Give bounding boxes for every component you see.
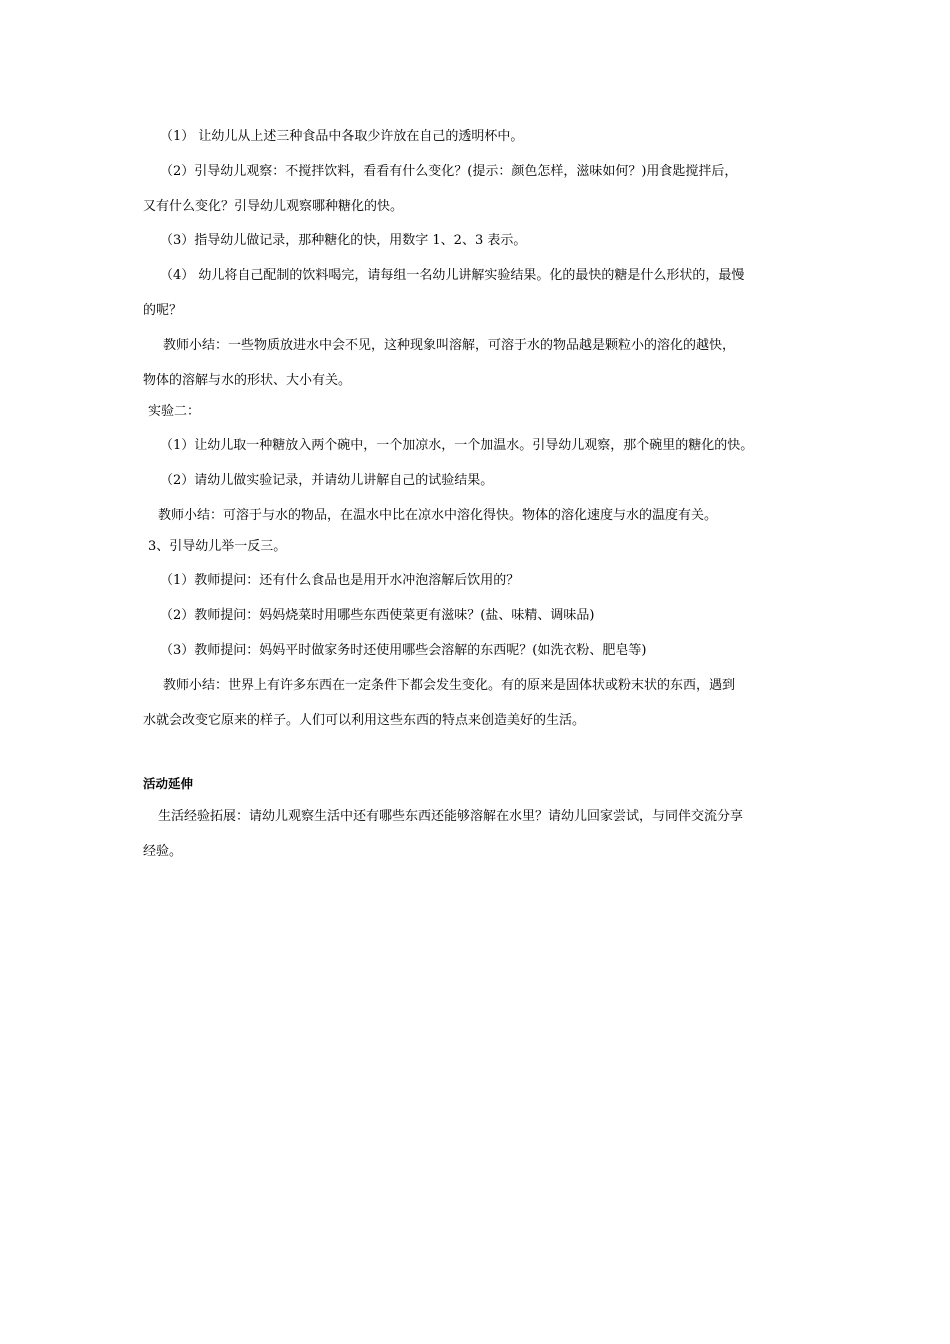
- section3-summary-line2: 水就会改变它原来的样子。人们可以利用这些东西的特点来创造美好的生活。: [143, 713, 586, 728]
- section3-summary-line1: 教师小结：世界上有许多东西在一定条件下都会发生变化。有的原来是固体状或粉末状的东西，遇到: [163, 678, 736, 693]
- exp1-step3: （3）指导幼儿做记录，那种糖化的快，用数字 1、2、3 表示。: [160, 233, 527, 248]
- section3-q2: （2）教师提问：妈妈烧菜时用哪些东西使菜更有滋味？(盐、味精、调味品): [160, 608, 595, 623]
- extension-text-line2: 经验。: [143, 844, 183, 859]
- exp1-summary-line2: 物体的溶解与水的形状、大小有关。: [143, 373, 352, 388]
- exp2-step2: （2）请幼儿做实验记录，并请幼儿讲解自己的试验结果。: [160, 473, 494, 488]
- exp2-heading: 实验二：: [148, 404, 201, 419]
- exp1-step2-line2: 又有什么变化？引导幼儿观察哪种糖化的快。: [143, 199, 404, 214]
- extension-heading: 活动延伸: [143, 776, 194, 791]
- exp1-step4-line2: 的呢？: [143, 303, 183, 318]
- section3-q3: （3）教师提问：妈妈平时做家务时还使用哪些会溶解的东西呢？(如洗衣粉、肥皂等): [160, 643, 647, 658]
- exp1-summary-line1: 教师小结：一些物质放进水中会不见，这种现象叫溶解，可溶于水的物品越是颗粒小的溶化的越快，: [163, 338, 736, 353]
- exp2-summary: 教师小结：可溶于与水的物品，在温水中比在凉水中溶化得快。物体的溶化速度与水的温度有关。: [158, 508, 718, 523]
- exp1-step4-line1: （4） 幼儿将自己配制的饮料喝完，请每组一名幼儿讲解实验结果。化的最快的糖是什么形状的，最慢: [160, 268, 745, 283]
- exp1-step1: （1） 让幼儿从上述三种食品中各取少许放在自己的透明杯中。: [160, 129, 524, 144]
- section3-heading: 3、引导幼儿举一反三。: [148, 539, 287, 554]
- exp1-step2-line1: （2）引导幼儿观察：不搅拌饮料，看看有什么变化？(提示：颜色怎样，滋味如何？)用食匙搅拌后，: [160, 164, 738, 179]
- exp2-step1: （1）让幼儿取一种糖放入两个碗中，一个加凉水，一个加温水。引导幼儿观察，那个碗里的糖化的快。: [160, 438, 754, 453]
- extension-text-line1: 生活经验拓展：请幼儿观察生活中还有哪些东西还能够溶解在水里？请幼儿回家尝试，与同伴交流分享: [158, 809, 744, 824]
- section3-q1: （1）教师提问：还有什么食品也是用开水冲泡溶解后饮用的？: [160, 573, 520, 588]
